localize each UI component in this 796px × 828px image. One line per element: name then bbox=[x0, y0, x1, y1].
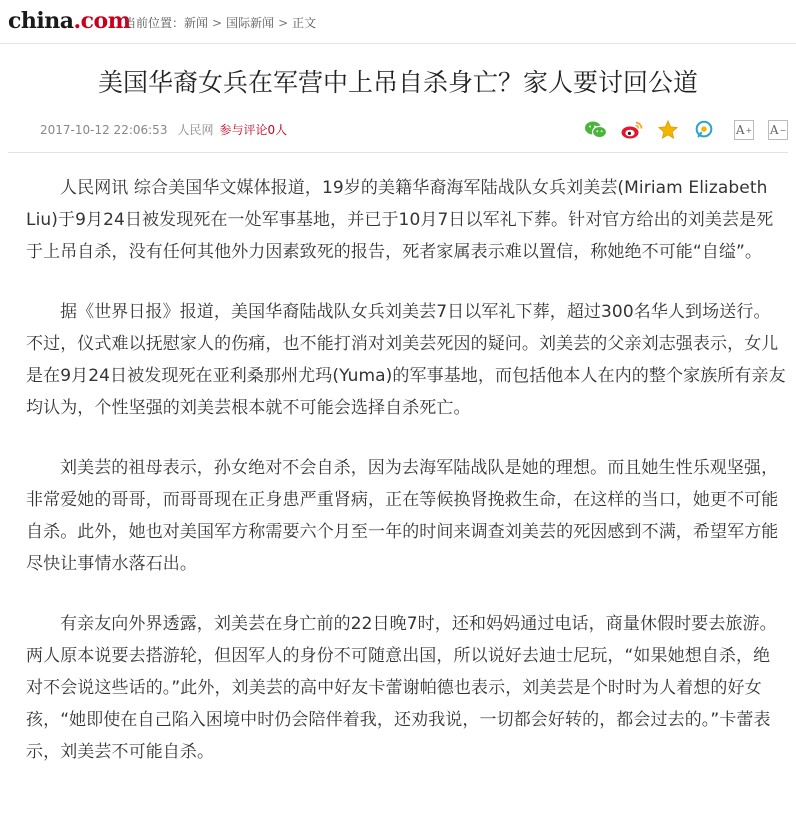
favorite-button[interactable] bbox=[656, 118, 680, 142]
site-logo[interactable] bbox=[8, 8, 131, 34]
breadcrumb-item-news[interactable]: 新闻 bbox=[184, 16, 209, 30]
publish-date: 2017-10-12 22:06:53 bbox=[40, 123, 168, 137]
font-increase-button[interactable] bbox=[734, 120, 754, 140]
wechat-share-button[interactable] bbox=[584, 118, 608, 142]
comment-link[interactable]: 参与评论0人 bbox=[219, 123, 288, 137]
favorite-star-icon bbox=[657, 119, 679, 141]
breadcrumb-item-international-news[interactable]: 国际新闻 bbox=[226, 16, 275, 30]
font-decrease-button[interactable] bbox=[768, 120, 788, 140]
font-increase-label: A bbox=[735, 123, 745, 137]
weibo-icon bbox=[620, 120, 644, 140]
article-source[interactable]: 人民网 bbox=[177, 123, 214, 137]
breadcrumb-separator: > bbox=[278, 16, 289, 30]
meta-divider bbox=[8, 152, 788, 153]
wechat-icon bbox=[584, 120, 608, 140]
breadcrumb bbox=[124, 14, 316, 32]
logo-text-china: china bbox=[8, 8, 74, 34]
font-decrease-label: A bbox=[769, 123, 779, 137]
qzone-share-button[interactable] bbox=[692, 118, 716, 142]
article-paragraph: 有亲友向外界透露，刘美芸在身亡前的22日晚7时，还和妈妈通过电话，商量休假时要去旅游。两人原本说要去搭游轮，但因军人的身份不可随意出国，所以说好去迪士尼玩，“如果她想自杀，绝对不会说这些话的。”此外，刘美芸的高中好友卡蕾谢帕德也表示，刘美芸是个时时为人着想的好女孩，“她即使在自己陷入困境中时仍会陪伴着我，还劝我说，一切都会好转的，都会过去的。”卡蕾表示，刘美芸不可能自杀。 bbox=[26, 614, 777, 762]
plus-icon: + bbox=[745, 125, 753, 135]
breadcrumb-item-article: 正文 bbox=[292, 16, 317, 30]
qzone-icon bbox=[693, 119, 715, 141]
weibo-share-button[interactable] bbox=[620, 118, 644, 142]
article-title: 美国华裔女兵在军营中上吊自杀身亡？家人要讨回公道 bbox=[97, 68, 698, 97]
top-bar bbox=[0, 0, 796, 44]
breadcrumb-prefix: 当前位置： bbox=[124, 16, 185, 30]
article-paragraph: 人民网讯 综合美国华文媒体报道，19岁的美籍华裔海军陆战队女兵刘美芸(Miriam Elizabeth Liu)于9月24日被发现死在一处军事基地，并已于10月7日以军礼下葬。针对官方给出的刘美芸是死于上吊自杀，没有任何其他外力因素致死的报告，死者家属表示难以置信，称她绝不可能“自缢”。 bbox=[26, 178, 774, 262]
article-paragraph: 刘美芸的祖母表示，孙女绝对不会自杀，因为去海军陆战队是她的理想。而且她生性乐观坚强，非常爱她的哥哥，而哥哥现在正身患严重肾病，正在等候换肾挽救生命，在这样的当口，她更不可能自杀。此外，她也对美国军方称需要六个月至一年的时间来调查刘美芸的死因感到不满，希望军方能尽快让事情水落石出。 bbox=[26, 458, 779, 574]
article-paragraph: 据《世界日报》报道，美国华裔陆战队女兵刘美芸7日以军礼下葬，超过300名华人到场送行。不过，仪式难以抚慰家人的伤痛，也不能打消对刘美芸死因的疑问。刘美芸的父亲刘志强表示，女儿是在9月24日被发现死在亚利桑那州尤玛(Yuma)的军事基地，而包括他本人在内的整个家族所有亲友均认为，个性坚强的刘美芸根本就不可能会选择自杀死亡。 bbox=[26, 302, 786, 418]
minus-icon: − bbox=[779, 125, 787, 135]
logo-text-com: .com bbox=[73, 8, 131, 34]
article-meta bbox=[40, 122, 287, 138]
share-toolbar bbox=[584, 118, 794, 144]
breadcrumb-separator: > bbox=[212, 16, 223, 30]
article-body bbox=[26, 172, 786, 796]
